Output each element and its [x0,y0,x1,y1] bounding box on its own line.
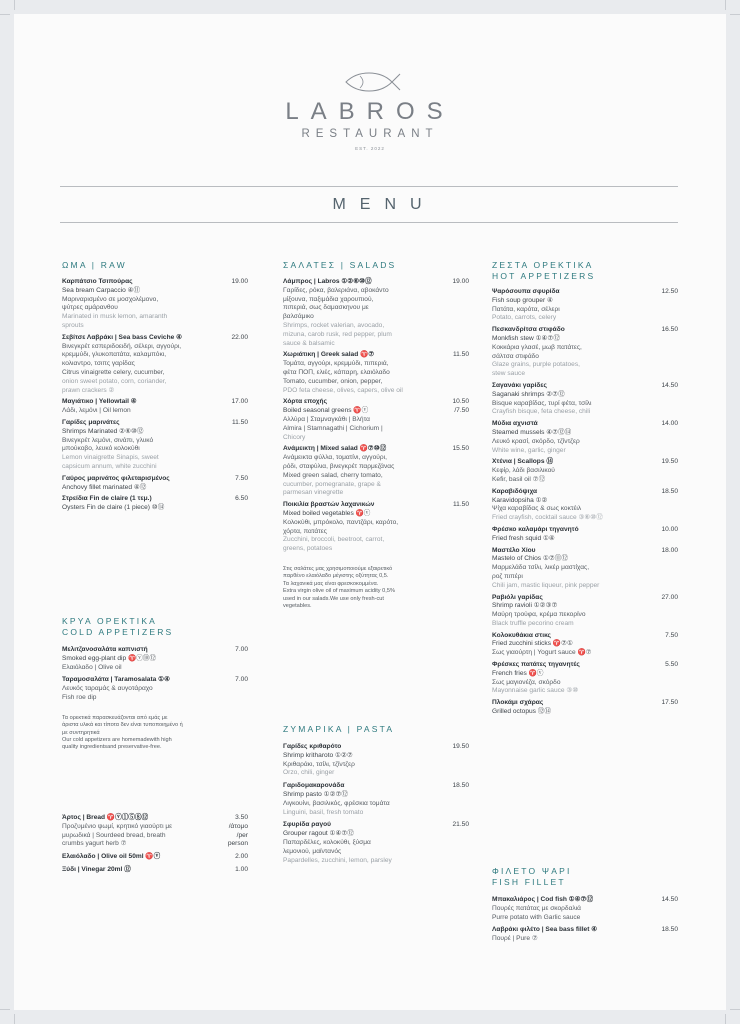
item-description: Chili jam, mastic liqueur, pink pepper [492,581,600,589]
item-description: Μαύρη τρούφα, κρέμα πεκορίνο [492,611,586,619]
crop-mark [730,1009,740,1010]
price-value: 18.50 [661,487,678,495]
item-description: Mastelo of Chios ①⑦⑪⑫ [492,555,568,563]
item-description: cucumber, pomegranate, grape & [283,480,381,488]
item-price [661,526,678,535]
menu-item [492,420,678,455]
price-value: 14.00 [661,420,678,428]
item-name: Ελαιόλαδο | Olive oil 50ml ♈ⓥ [62,853,161,861]
brand-subtitle: RESTAURANT [301,128,439,140]
price-value: 18.50 [661,926,678,934]
item-price [661,594,678,603]
raw-section [62,260,248,513]
price-value: 6.50 [235,495,248,503]
item-price [661,926,678,935]
menu-item [492,896,678,922]
item-description: φέτα ΠΟΠ, ελιές, κάπαρη, ελαιόλαδο [283,368,390,376]
price-value: 27.00 [661,593,678,601]
item-description: Steamed mussels ④⑦⑫⑭ [492,428,572,436]
item-name: Φρέσκο καλαμάρι τηγανητό [492,525,579,533]
price-unit: /άτομο [228,822,248,830]
item-description: stew sauce [492,370,525,378]
item-description: Fish roe dip [62,693,97,701]
item-description: Μαρμελάδα τσίλι, λικέρ μαστίχας, [492,564,590,572]
item-description: sprouts [62,321,84,329]
item-description: prawn crackers ② [62,386,115,394]
item-description: πιπεριά, σως δαμασκηνου με [283,304,369,312]
item-description: Kefir, basil oil ⑦⑫ [492,475,546,483]
item-price [235,495,248,504]
item-description: PDO feta cheese, olives, capers, olive oil [283,386,403,394]
menu-item [62,853,248,862]
item-price [453,501,469,510]
item-description: Πουρέ | Pure ⑦ [492,935,538,943]
price-value: 19.00 [452,278,469,285]
item-name: Φρέσκες πατάτες τηγανητές [492,661,580,669]
item-description: Βινεγκρέτ εσπεριδοειδή, σέλερι, αγγούρι, [62,342,182,350]
item-name: Μύδια αχνιστά [492,420,538,428]
item-description: Προζυμένιο ψωμί, κρητικό γιαούρτι με [62,822,173,830]
item-name: Γαύρος μαρινάτος φιλεταρισμένος [62,474,170,482]
section-title: ΩΜΑ | RAW [62,260,127,270]
menu-item [492,926,678,944]
item-description: ρόδι, σταφύλια, βινεγκρέτ παρμεζάνας [283,462,395,470]
section-title: ΚΡΥΑ ΟΡΕΚΤΙΚΑ [62,616,158,626]
item-price [232,419,248,428]
item-price [452,782,469,791]
note-line: Στις σαλάτες μας χρησιμοποιούμε εξαιρετικό [283,565,393,572]
price-value: 12.50 [661,288,678,295]
item-description: Shrimp kritharoto ①②⑦ [283,751,353,759]
item-description: Almira | Stamnagathi | Cichorium | [283,424,383,432]
item-description: Marinated in musk lemon, amaranth [62,313,168,321]
item-description: Shrimps Marinated ②⑥⑩⑫ [62,427,144,435]
item-description: Mixed green salad, cherry tomato, [283,471,383,479]
menu-item [492,594,678,629]
item-description: capsicum annum, white zucchini [62,462,157,470]
item-price [235,475,248,484]
item-description: Glaze grains, purple potatoes, [492,361,580,369]
item-price [228,814,248,849]
item-description: Μαριναρισμένο σε μοσχολέμονο, [62,295,159,303]
crop-mark [725,0,726,10]
price-unit: /7.50 [454,407,469,415]
note-line: παρθένο ελαιόλαδο μέγιστης οξύτητας 0,5. [283,573,389,580]
item-description: Sea bream Carpaccio ④⑪ [62,286,141,294]
item-description: crumbs yagurt herb ⑦ [62,840,127,848]
item-description: ψύτρες αμάρανθου [62,304,118,312]
item-name: Σαγανάκι γαρίδες [492,381,547,389]
salads-section [283,260,469,610]
note-line: με συντηρητικά [62,729,100,736]
menu-item [492,632,678,658]
price-value: 19.50 [661,458,678,466]
item-name: Μελιτζανοσαλάτα καπνιστή [62,646,148,653]
item-name: Μπακαλιάρος | Cod fish ①④⑦⑫ [492,896,594,903]
crop-mark [0,1009,10,1010]
item-description: Κριθαράκι, τσίλι, τζίντζερ [283,760,355,768]
item-name: Μαστέλο Χίου [492,546,536,554]
menu-item [492,699,678,717]
divider [60,186,678,187]
item-name: Λάμπρος | Labros ①②⑥⑩⑫ [283,278,372,285]
menu-item [283,445,469,498]
item-price [661,288,678,297]
item-description: Lemon vinaigrette Sinapis, sweet [62,454,159,462]
item-name: Σφυρίδα ραγού [283,821,331,829]
item-price [452,445,469,454]
menu-item [283,821,469,865]
price-value: 11.50 [452,351,469,359]
brand-name: LABROS [285,98,455,125]
price-value: 14.50 [661,896,678,903]
section-note [283,566,469,610]
item-description: Mixed boiled vegetables ♈ⓥ [283,509,371,517]
item-price [235,853,248,862]
price-value: 11.50 [231,418,248,426]
item-description: κολιαντρο, τσιπς γαρίδας [62,360,135,368]
item-description: onion sweet potato, corn, coriander, [62,377,167,385]
menu-item [62,278,248,331]
menu-item [283,782,469,817]
item-price [661,458,678,467]
menu-item [492,458,678,484]
item-price [661,326,678,335]
item-name: Μαγιάτικο | Yellowtail ④ [62,398,137,406]
item-description: Smoked egg-plant dip ♈ⓥ⑩⑫ [62,654,156,662]
menu-item [62,398,248,416]
item-description: Saganaki shrimps ②⑦⑫ [492,390,565,398]
section-title: ΦΙΛΕΤΟ ΨΑΡΙ [492,866,572,876]
item-price [665,632,678,641]
crop-mark [14,1014,15,1024]
item-description: Πατάτα, καρότα, σέλερι [492,305,560,313]
price-value: 11.50 [452,501,469,509]
menu-item [283,501,469,554]
item-description: Αλλύρα | Σταμναγκάθι | Βλήτα [283,415,370,423]
crop-mark [0,14,10,15]
section-note [62,715,248,752]
item-description: Fried zucchini sticks ♈⑦① [492,640,573,648]
item-description: Παπαρδέλες, κολοκύθι, ξύσμα [283,838,371,846]
item-description: Γαρίδες, ρόκα, βαλεριάνα, αβοκάντο [283,286,389,294]
section-title: ΣΑΛΑΤΕΣ | SALADS [283,260,397,270]
price-value: 17.50 [661,699,678,707]
menu-item [62,419,248,472]
price-value: 2.00 [235,853,248,861]
item-description: Λιγκουίνι, βασιλικός, φρέσκια τομάτα [283,799,390,807]
item-description: Τομάτα, αγγούρι, κρεμμύδι, πιπεριά, [283,360,389,368]
item-description: Shrimp pasto ①②⑦⑫ [283,790,349,798]
item-price [661,896,678,905]
item-description: Ελαιόλαδο | Olive oil [62,663,122,671]
item-price [231,278,248,287]
item-price [235,676,248,685]
item-name: Πλοκάμι σχάρας [492,699,544,707]
item-name: Σεβίτσε Λαβράκι | Sea bass Ceviche ④ [62,333,183,341]
item-description: λεμονιού, μαϊντανός [283,847,342,855]
item-description: Κοκκάρια γλασέ, μωβ πατάτες, [492,343,582,351]
price-value: 16.50 [661,326,678,334]
item-price [661,547,678,556]
item-price [453,351,469,360]
section-subtitle: HOT APPETIZERS [492,271,596,281]
menu-item [492,288,678,323]
note-line: Our cold appetizers are homemadewith high [62,737,172,743]
item-description: Grouper ragout ①④⑦⑫ [283,830,354,838]
item-name: Ποικιλία βραστών λαχανικών [283,501,375,509]
menu-item [492,488,678,523]
price-value: 19.00 [231,278,248,285]
item-price [661,488,678,497]
section-subtitle: FISH FILLET [492,877,566,887]
item-name: Στρείδια Fin de claire (1 τεμ.) [62,495,152,503]
menu-item [62,475,248,493]
price-value: 19.50 [452,743,469,750]
price-value: 10.00 [661,525,678,533]
menu-item [62,646,248,672]
item-price [661,699,678,708]
item-description: Πουρές πατάτας με σκορδαλιά [492,904,581,912]
section-subtitle: COLD APPETIZERS [62,627,174,637]
item-description: Κεφίρ, λάδι βασιλικού [492,467,555,475]
item-description: Mayonnaise garlic sauce ③⑩ [492,687,579,695]
crop-mark [730,14,740,15]
item-name: Χόρτα εποχής [283,398,328,406]
item-name: Ξύδι | Vinegar 20ml ⑫ [62,865,131,873]
menu-item [283,278,469,348]
item-description: Papardelles, zucchini, lemon, parsley [283,856,392,864]
item-name: Χωριάτικη | Greek salad ♈⑦ [283,351,375,359]
menu-item [283,398,469,442]
item-description: Fish soup grouper ④ [492,296,553,304]
item-description: sauce & balsamic [283,339,335,347]
item-name: Χτένια | Scallops ⑭ [492,458,553,466]
divider [60,222,678,223]
price-value: 10.50 [452,398,469,406]
item-name: Ανάμεικτη | Mixed salad ♈⑦⑩⑫ [283,445,387,453]
item-description: Boiled seasonal greens ♈ⓥ [283,407,369,415]
item-description: Λευκό κρασί, σκόρδο, τζίντζερ [492,437,580,445]
item-name: Λαβράκι φιλέτο | Sea bass fillet ④ [492,926,598,934]
item-description: Orzo, chili, ginger [283,769,335,777]
item-description: Citrus vinaigrette celery, cucumber, [62,368,165,376]
item-description: greens, potatoes [283,545,333,553]
item-name: Γαριδομακαρονάδα [283,782,345,790]
item-description: Linguini, basil, fresh tomato [283,808,364,816]
price-unit: /per [236,831,248,839]
fish-logo-icon [340,68,402,96]
item-name: Καρπάτσιο Τσιπούρας [62,278,133,285]
note-line: vegetables. [283,602,312,609]
crop-mark [725,1014,726,1024]
item-description: Ψίχα καραβίδας & σως κοκτέιλ [492,505,582,513]
price-value: 17.00 [231,398,248,406]
item-description: parmesan vinegrette [283,489,344,497]
item-description: βαλσάμικο [283,313,314,321]
price-value: 18.00 [661,546,678,554]
menu-item [62,495,248,513]
item-price [661,420,678,429]
menu-item [492,661,678,696]
item-price [452,821,469,830]
item-description: Oysters Fin de claire (1 piece) ⑩⑭ [62,504,165,512]
item-name: Καραβιδόψιχα [492,487,538,495]
item-description: Chicory [283,433,306,441]
item-description: σάλτσα στιφάδο [492,352,539,360]
price-value: 7.00 [235,646,248,653]
item-description: Crayfish bisque, feta cheese, chili [492,408,591,416]
menu-item [283,743,469,778]
item-description: Λάδι, λεμόνι | Oil lemon [62,407,131,415]
fish-fillet-section [492,866,678,944]
item-description: κρεμμύδι, γλυκοπατάτα, καλαμπόκι, [62,351,167,359]
menu-item [492,547,678,591]
menu-item [62,866,248,875]
item-description: mizuna, carob rusk, red pepper, plum [283,330,392,338]
price-value: 7.00 [235,676,248,684]
price-value: 5.50 [665,661,678,669]
note-line: used in our salads.We use only fresh-cut [283,595,384,602]
item-description: Purre potato with Garlic sauce [492,913,581,921]
price-value: 18.50 [452,782,469,790]
item-description: Grilled octopus ⑫⑭ [492,708,551,716]
note-line: Τα ορεκτικά παρασκευάζονται από εμάς με [62,714,168,721]
crop-mark [14,0,15,10]
price-value: 15.50 [452,445,469,453]
price-value: 7.50 [665,631,678,639]
item-name: Πεσκανδρίτσα στιφάδο [492,326,565,334]
menu-item [62,334,248,396]
item-description: μυρωδικά | Sourdeed bread, breath [62,831,166,839]
item-description: Black truffle pecorino cream [492,619,574,627]
item-description: Potato, carrots, celery [492,314,557,322]
note-line: Τα λαχανικά μας είναι φρεσκοκομμένα. [283,580,379,587]
item-description: Bisque καραβίδας, τυρί φέτα, τσίλι [492,399,592,407]
item-name: Κολοκυθάκια στικς [492,631,551,639]
price-value: 22.00 [231,333,248,341]
price-value: 21.50 [452,821,469,829]
item-description: Anchovy fillet marinated ④⑫ [62,483,147,491]
item-description: Monkfish stew ①④⑦⑫ [492,334,560,342]
hot-appetizers-section [492,260,678,717]
price-value: 7.50 [235,474,248,482]
item-description: Fried fresh squid ①④ [492,534,555,542]
bread-section [62,810,248,875]
item-description: Fried crayfish, cocktail sauce ③⑥⑩⑫ [492,514,603,522]
item-description: Σως μαγιονέζα, σκόρδο [492,678,561,686]
item-price [665,661,678,670]
item-name: Ταραμοσαλάτα | Taramosalata ①④ [62,676,170,684]
menu-title: MENU [332,196,436,213]
item-name: Γαρίδες μαρινάτες [62,418,120,426]
menu-item [492,382,678,417]
item-description: Shrimp ravioli ①②③⑦ [492,602,558,610]
note-line: Extra virgin olive oil of maximum acidity 0,5% [283,588,395,595]
item-description: ροζ πιπέρι [492,572,523,580]
item-name: Γαρίδες κριθαρότο [283,743,342,750]
note-line: quality ingredientsand preservative-free. [62,744,162,751]
established-label: EST. 2022 [355,146,385,151]
item-description: Βινεγκρέτ λεμόνι, σινάπι, γλυκό [62,436,154,444]
item-price [231,334,248,343]
item-price [231,398,248,407]
item-price [235,646,248,655]
section-title: ΖΕΣΤΑ ΟΡΕΚΤΙΚΑ [492,260,594,270]
item-name: Ψαρόσουπα σφυρίδα [492,288,560,295]
item-description: Shrimps, rocket valerian, avocado, [283,321,385,329]
price-unit: person [227,840,248,848]
item-price [452,278,469,287]
menu-item [283,351,469,395]
item-price [452,398,469,416]
menu-item [492,526,678,544]
item-description: Tomato, cucumber, onion, pepper, [283,377,383,385]
item-name: Άρτος | Bread ♈ⓥ①⑤⑧⑫ [62,814,149,821]
item-description: Zucchini, broccoli, beetroot, carrot, [283,536,385,544]
menu-item [62,814,248,849]
section-title: ΖΥΜΑΡΙΚΑ | PASTA [283,724,395,734]
item-description: μίξουνα, παξιμάδια χαρουπιού, [283,295,374,303]
item-description: Σως γιαούρτη | Yogurt sauce ♈⑦ [492,649,592,657]
item-description: Ανάμεικτα φύλλα, τοματίνι, αγγούρι, [283,454,387,462]
item-description: White wine, garlic, ginger [492,446,566,454]
item-price [452,743,469,752]
item-name: Ραβιόλι γαρίδας [492,593,543,601]
note-line: άριστα υλικά και τίποτα δεν είναι τυποποιημένο ή [62,722,183,729]
item-description: μπούκοβο, λευκό κολοκύθι [62,445,140,453]
item-description: Λευκός ταραμάς & αυγοτάραχο [62,685,153,693]
item-description: Karavidopsiha ①② [492,496,548,504]
pasta-section [283,724,469,865]
cold-appetizers-section [62,616,248,752]
menu-item [62,676,248,702]
item-description: χόρτα, πατάτες [283,527,327,535]
price-value: 3.50 [235,814,248,821]
item-description: French fries ♈ⓥ [492,669,544,677]
item-price [661,382,678,391]
item-price [235,866,248,875]
price-value: 1.00 [235,865,248,873]
price-value: 14.50 [661,381,678,389]
item-description: Κολοκύθι, μπρόκολο, παντζάρι, καρότο, [283,518,399,526]
menu-item [492,326,678,379]
